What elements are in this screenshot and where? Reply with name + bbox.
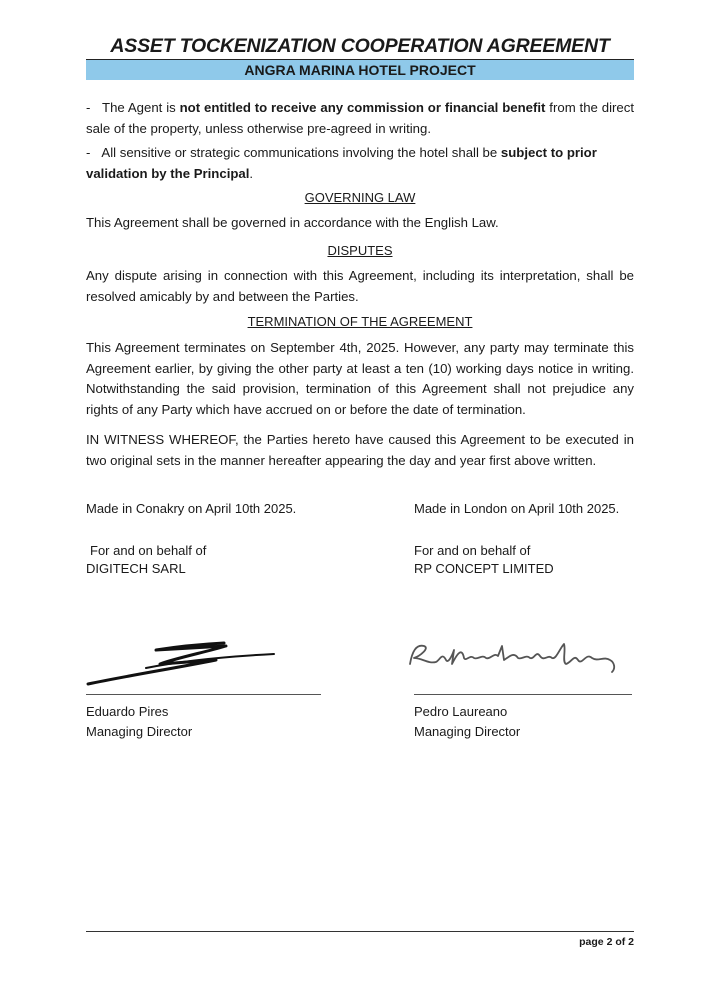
left-signatory-name: Eduardo Pires (86, 704, 169, 719)
right-signature (406, 638, 626, 674)
governing-law-heading: GOVERNING LAW (304, 190, 416, 205)
termination-heading: TERMINATION OF THE AGREEMENT (247, 314, 473, 329)
right-signatory-name: Pedro Laureano (414, 704, 508, 719)
left-signatory-role: Managing Director (86, 724, 193, 739)
governing-law-text: This Agreement shall be governed in accordance with the English Law. (86, 215, 499, 230)
termination-text: This Agreement terminates on September 4th, 2025. However, any party may terminate this Agreement earlier, by giving the other party at least a ten (10) working days notice in writing. Notwithstanding the said provision, termination of this Agreement shall not prejudice any rights of any Party which have accrued on or before the date of termination. (86, 340, 634, 417)
right-made-in: Made in London on April 10th 2025. (414, 501, 620, 516)
left-company: DIGITECH SARL (86, 561, 186, 576)
disputes-text: Any dispute arising in connection with this Agreement, including its interpretation, shall be resolved amicably by and between the Parties. (86, 268, 634, 304)
right-signatory-role: Managing Director (414, 724, 521, 739)
right-on-behalf: For and on behalf of (414, 543, 531, 558)
disputes-heading: DISPUTES (327, 243, 393, 258)
left-signature-line (86, 694, 321, 695)
left-signature (86, 638, 286, 690)
right-company: RP CONCEPT LIMITED (414, 561, 554, 576)
footer-rule (86, 931, 634, 932)
page-number: page 2 of 2 (579, 936, 634, 948)
clause-item-commission: - The Agent is not entitled to receive any commission or financial benefit from the direct sale of the property, unless otherwise pre-agreed in writing. (86, 100, 634, 136)
right-signature-line (414, 694, 632, 695)
witness-paragraph: IN WITNESS WHEREOF, the Parties hereto have caused this Agreement to be executed in two original sets in the manner hereafter appearing the day and year first above written. (86, 432, 634, 468)
document-title: ASSET TOCKENIZATION COOPERATION AGREEMENT (110, 35, 610, 57)
left-made-in: Made in Conakry on April 10th 2025. (86, 501, 297, 516)
left-on-behalf: For and on behalf of (90, 543, 207, 558)
clause-item-communications: - All sensitive or strategic communications involving the hotel shall be subject to prior validation by the Principal. (86, 145, 597, 181)
project-banner: ANGRA MARINA HOTEL PROJECT (86, 60, 634, 80)
